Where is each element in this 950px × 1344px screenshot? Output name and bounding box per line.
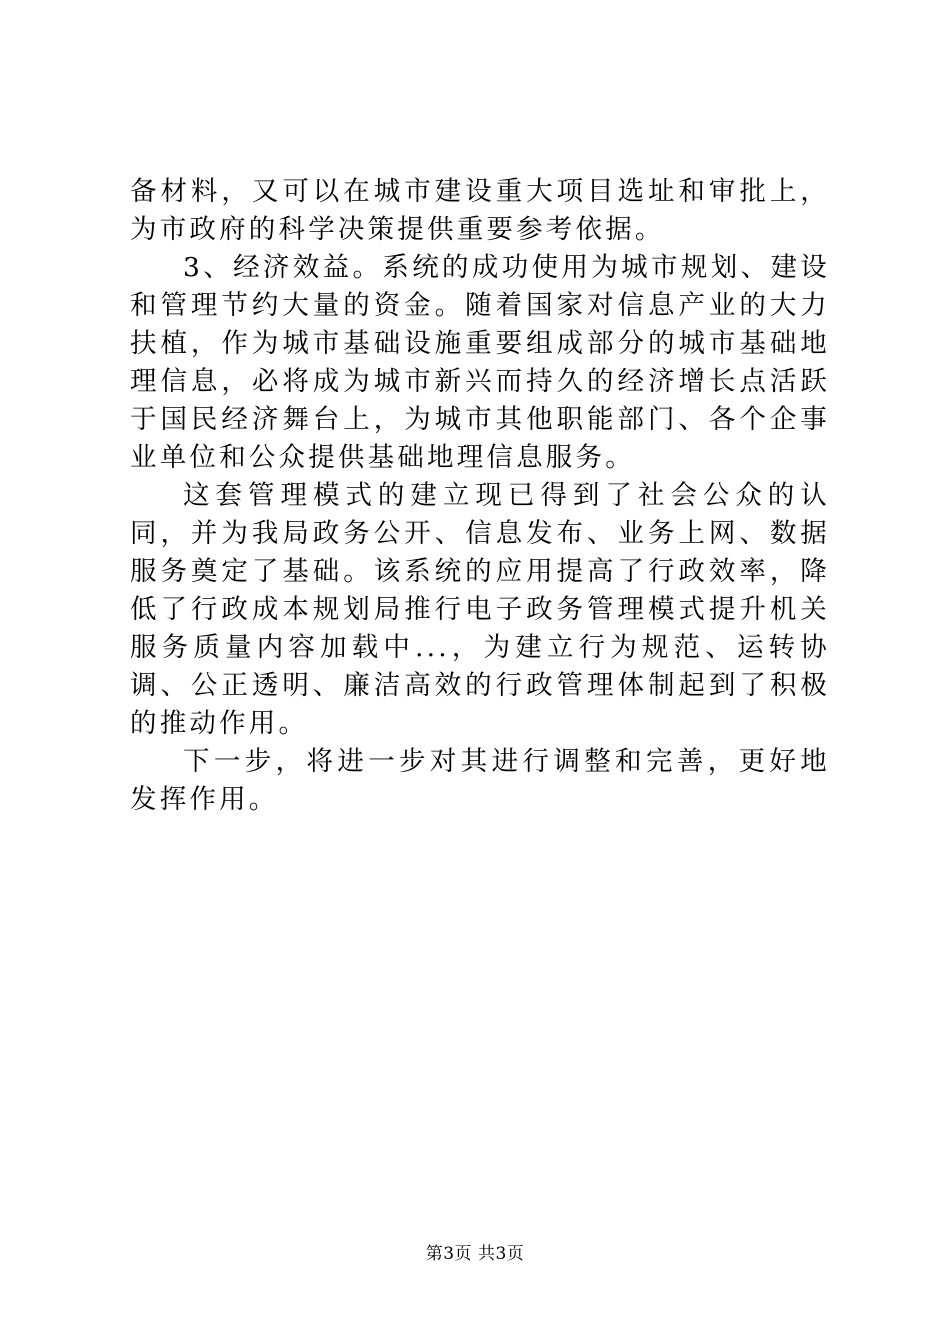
paragraph-management-mode: 这套管理模式的建立现已得到了社会公众的认同，并为我局政务公开、信息发布、业务上网、数据服务奠定了基础。该系统的应用提高了行政效率，降低了行政成本规划局推行电子政务管理模式提升机关服务质量内容加载中...，为建立行为规范、运转协调、公正透明、廉洁高效的行政管理体制起到了积极的推动作用。	[130, 480, 830, 739]
paragraph-next-step: 下一步，将进一步对其进行调整和完善，更好地发挥作用。	[130, 746, 830, 815]
page-footer: 第3页 共3页	[425, 1244, 525, 1264]
paragraph-continuation: 备材料，又可以在城市建设重大项目选址和审批上，为市政府的科学决策提供重要参考依据。	[130, 176, 830, 245]
paragraph-economic-benefit: 3、经济效益。系统的成功使用为城市规划、建设和管理节约大量的资金。随着国家对信息产业的大力扶植，作为城市基础设施重要组成部分的城市基础地理信息，必将成为城市新兴而持久的经济增长点活跃于国民经济舞台上，为城市其他职能部门、各个企事业单位和公众提供基础地理信息服务。	[130, 252, 830, 473]
document-body	[130, 173, 830, 819]
